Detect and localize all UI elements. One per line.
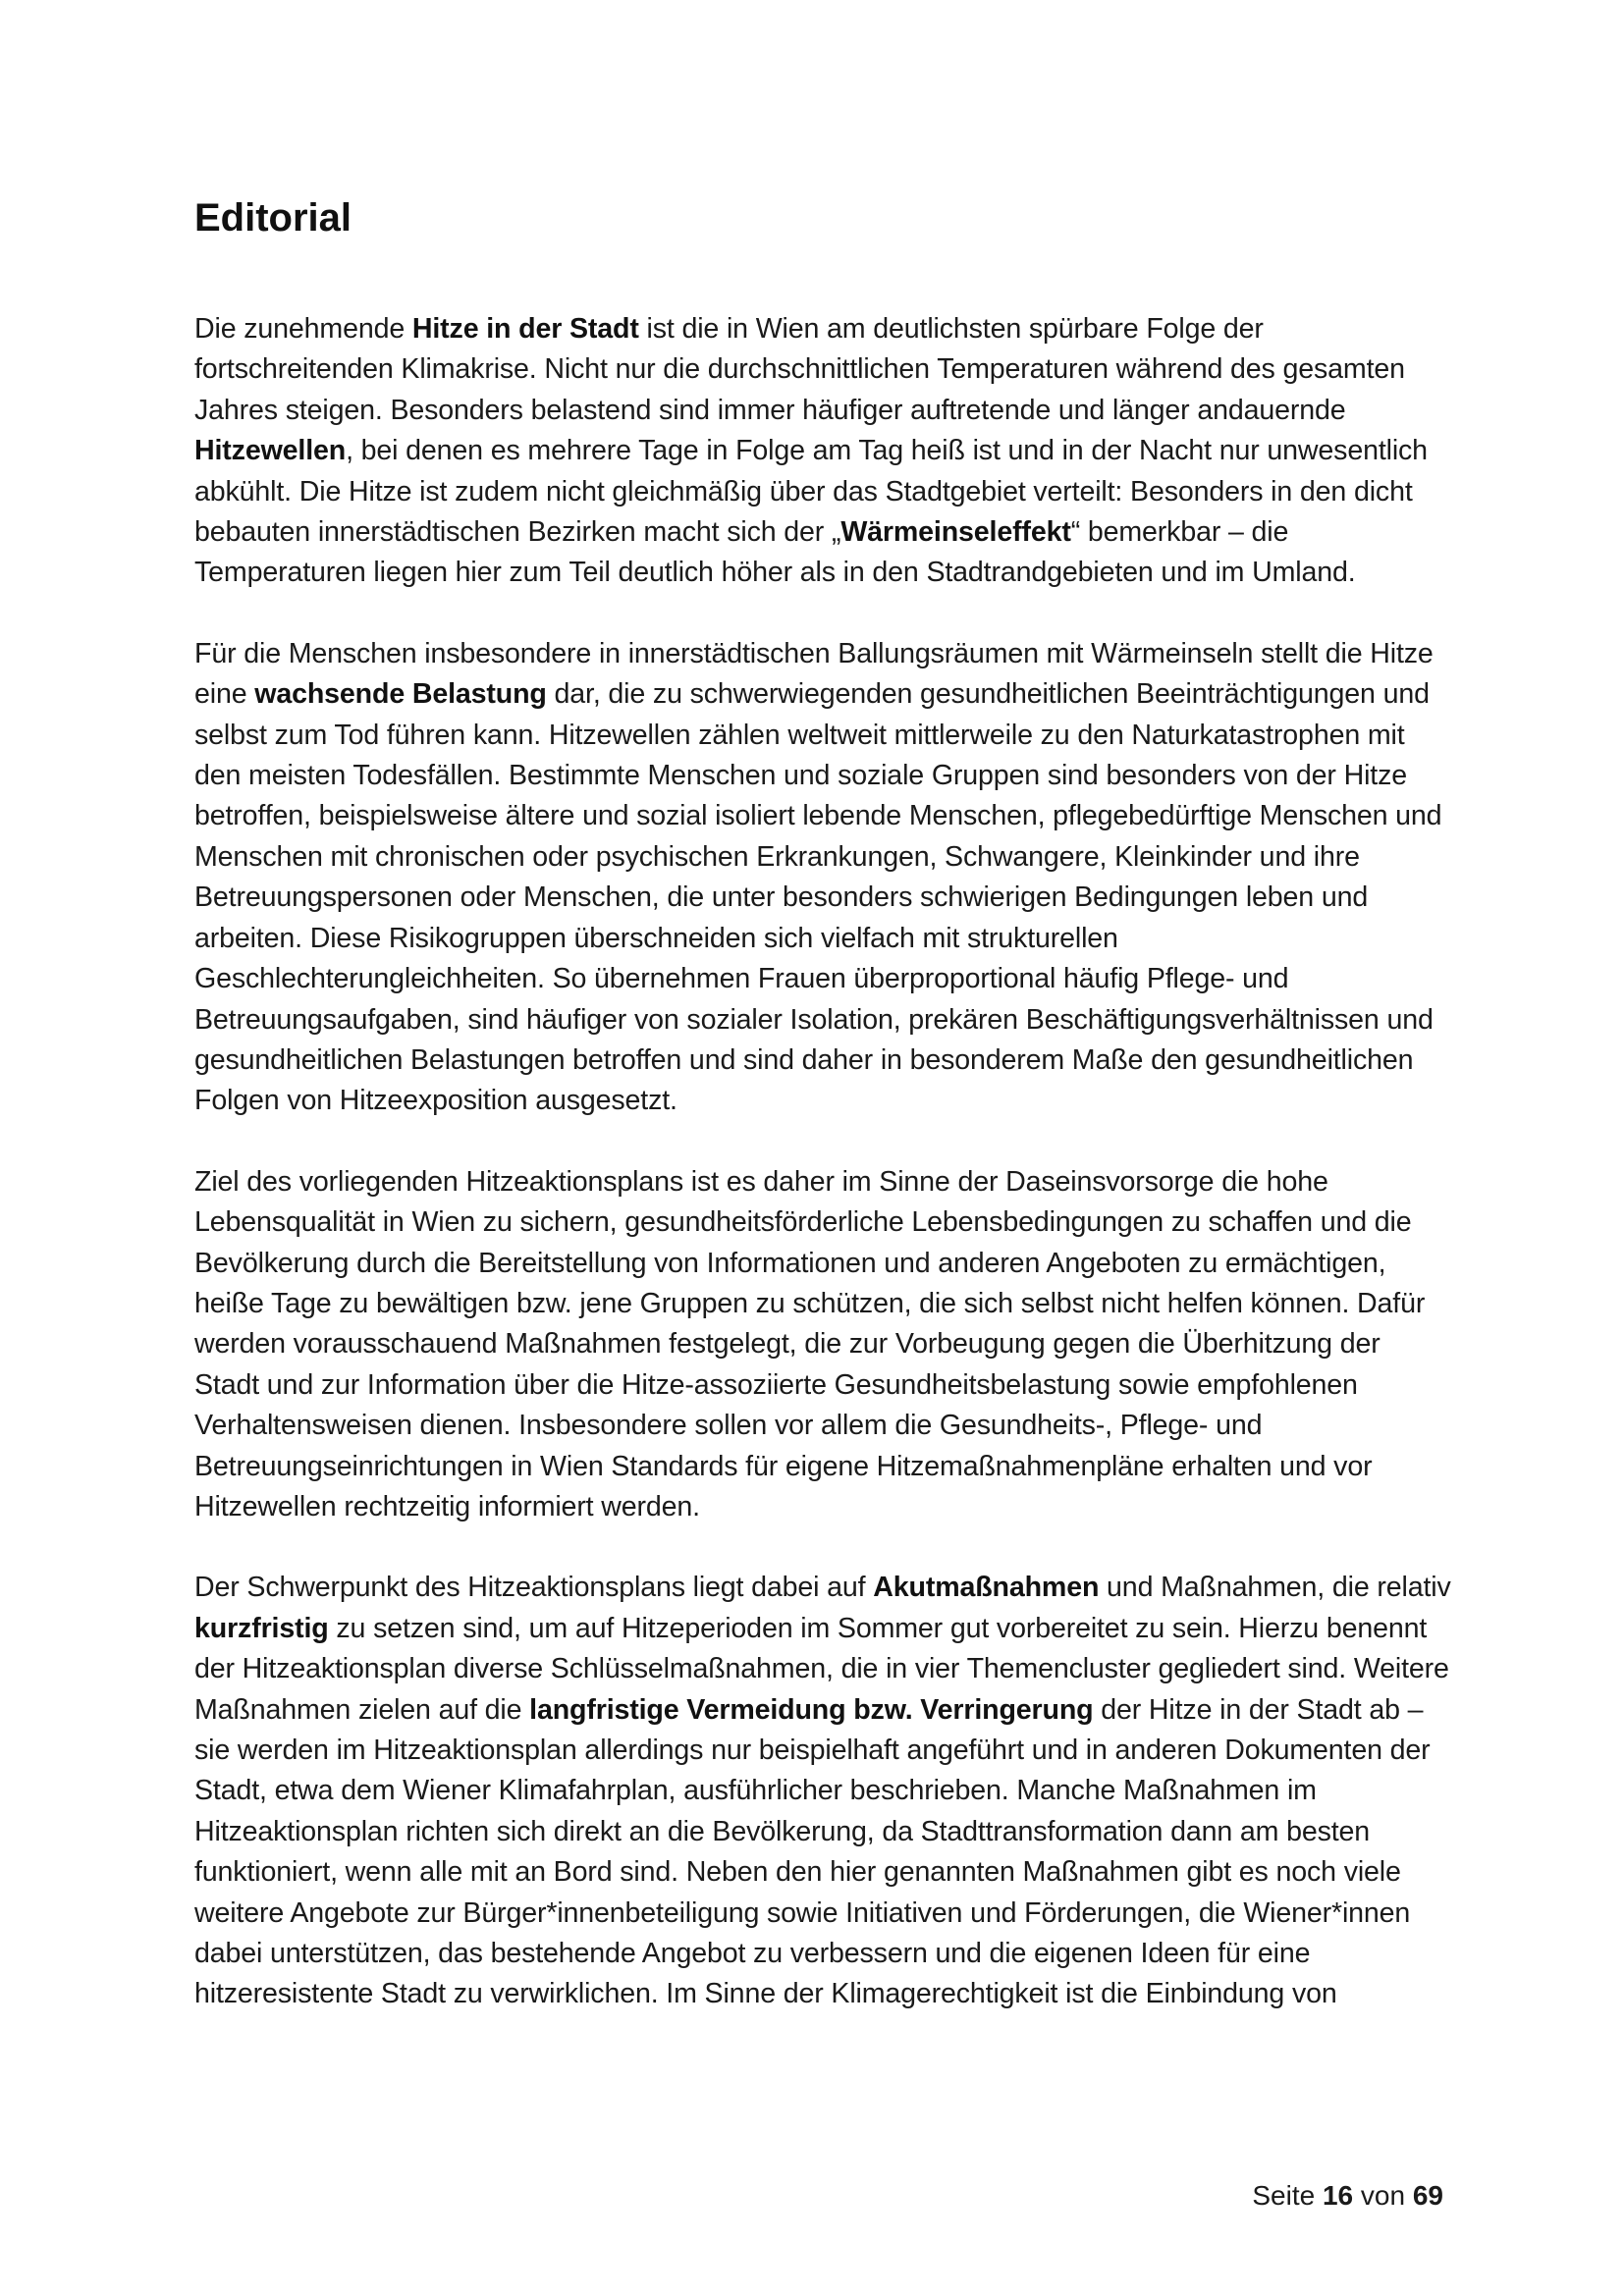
text-run: , bei denen es mehrere Tage in Folge am Tag heiß ist und in der Nacht nur unwesentlich abkühlt. Die Hitze ist zudem nicht gleichmäßig über das Stadtgebiet verteilt: Besonders in den dicht bebauten innerstädtischen Bezirken macht sich der „: [194, 435, 1428, 549]
emphasis-text: langfristige Vermeidung bzw. Verringerung: [529, 1693, 1094, 1726]
emphasis-text: wachsende Belastung: [254, 678, 547, 711]
paragraph: [194, 1568, 1451, 2014]
emphasis-text: Akutmaßnahmen: [873, 1572, 1100, 1604]
page-title: Editorial: [194, 196, 352, 240]
text-run: Für die Menschen insbesondere in innerstädtischen Ballungsräumen mit Wärmeinseln stellt die Hitze eine: [194, 637, 1434, 711]
emphasis-text: Hitze in der Stadt: [411, 313, 639, 345]
paragraph: [194, 634, 1451, 1122]
text-run: und Maßnahmen, die relativ: [1099, 1572, 1451, 1604]
text-run: Der Schwerpunkt des Hitzeaktionsplans liegt dabei auf: [194, 1572, 874, 1604]
paragraph: [194, 309, 1451, 594]
emphasis-text: kurzfristig: [194, 1612, 329, 1644]
page-separator: von: [1360, 2180, 1406, 2211]
page-footer: [1252, 2179, 1443, 2213]
emphasis-text: Wärmeinseleffekt: [840, 516, 1071, 549]
text-run: “ bemerkbar – die Temperaturen liegen hier zum Teil deutlich höher als in den Stadtrandgebieten und im Umland.: [194, 516, 1356, 589]
paragraph: [194, 1162, 1451, 1528]
emphasis-text: Hitzewellen: [194, 435, 347, 467]
page-total: 69: [1412, 2180, 1443, 2211]
page-label: Seite: [1252, 2180, 1316, 2211]
page-current: 16: [1322, 2180, 1354, 2211]
text-run: dar, die zu schwerwiegenden gesundheitlichen Beeinträchtigungen und selbst zum Tod führen kann. Hitzewellen zählen weltweit mittlerweile zu den Naturkatastrophen mit den meisten Todesfällen. Bestimmte Menschen und soziale Gruppen sind besonders von der Hitze betroffen, beispielsweise ältere und sozial isoliert lebende Menschen, pflegebedürftige Menschen und Menschen mit chronischen oder psychischen Erkrankungen, Schwangere, Kleinkinder und ihre Betreuungspersonen oder Menschen, die unter besonders schwierigen Bedingungen leben und arbeiten. Diese Risikogruppen überschneiden sich vielfach mit strukturellen Geschlechterungleichheiten. So übernehmen Frauen überproportional häufig Pflege- und Betreuungsaufgaben, sind häufiger von sozialer Isolation, prekären Beschäftigungsverhältnissen und gesundheitlichen Belastungen betroffen und sind daher in besonderem Maße den gesundheitlichen Folgen von Hitzeexposition ausgesetzt.: [194, 678, 1442, 1117]
text-run: zu setzen sind, um auf Hitzeperioden im Sommer gut vorbereitet zu sein. Hierzu benennt der Hitzeaktionsplan diverse Schlüsselmaßnahmen, die in vier Themencluster gegliedert sind. Weitere Maßnahmen zielen auf die: [194, 1612, 1449, 1726]
text-run: Die zunehmende: [194, 313, 412, 345]
text-run: ist die in Wien am deutlichsten spürbare Folge der fortschreitenden Klimakrise. Nicht nur die durchschnittlichen Temperaturen während des gesamten Jahres steigen. Besonders belastend sind immer häufiger auftretende und länger andauernde: [194, 313, 1405, 426]
text-run: der Hitze in der Stadt ab – sie werden im Hitzeaktionsplan allerdings nur beispielhaft angeführt und in anderen Dokumenten der Stadt, etwa dem Wiener Klimafahrplan, ausführlicher beschrieben. Manche Maßnahmen im Hitzeaktionsplan richten sich direkt an die Bevölkerung, da Stadttransformation dann am besten funktioniert, wenn alle mit an Bord sind. Neben den hier genannten Maßnahmen gibt es noch viele weitere Angebote zur Bürger*innenbeteiligung sowie Initiativen und Förderungen, die Wiener*innen dabei unterstützen, das bestehende Angebot zu verbessern und die eigenen Ideen für eine hitzeresistente Stadt zu verwirklichen. Im Sinne der Klimagerechtigkeit ist die Einbindung von: [194, 1693, 1431, 2010]
text-run: Ziel des vorliegenden Hitzeaktionsplans ist es daher im Sinne der Daseinsvorsorge die hohe Lebensqualität in Wien zu sichern, gesundheitsförderliche Lebensbedingungen zu schaffen und die Bevölkerung durch die Bereitstellung von Informationen und anderen Angeboten zu ermächtigen, heiße Tage zu bewältigen bzw. jene Gruppen zu schützen, die sich selbst nicht helfen können. Dafür werden vorausschauend Maßnahmen festgelegt, die zur Vorbeugung gegen die Überhitzung der Stadt und zur Information über die Hitze-assoziierte Gesundheitsbelastung sowie empfohlenen Verhaltensweisen dienen. Insbesondere sollen vor allem die Gesundheits-, Pflege- und Betreuungseinrichtungen in Wien Standards für eigene Hitzemaßnahmenpläne erhalten und vor Hitzewellen rechtzeitig informiert werden.: [194, 1165, 1426, 1522]
document-body: [194, 309, 1451, 2056]
